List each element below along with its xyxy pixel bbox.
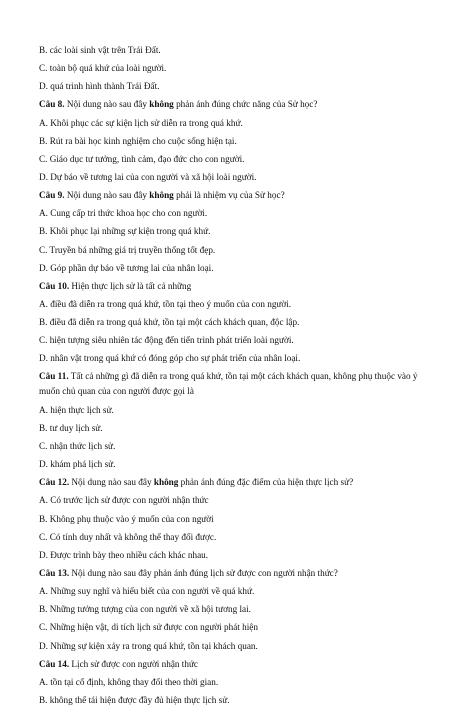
question-number: Câu 10. [39,280,70,291]
answer-option: B. các loài sinh vật trên Trái Đất. [39,45,161,55]
answer-option: C. nhận thức lịch sử. [39,441,116,451]
answer-option: A. điều đã diễn ra trong quá khứ, tồn tại theo ý muốn của con người. [39,298,292,309]
question-line [39,277,419,295]
question-text: phản ánh đúng đặc điểm của hiện thực lịch sử? [178,477,354,488]
question-keyword: không [149,190,174,201]
question-line [39,655,419,673]
question-text: phản ánh đúng chức năng của Sử học? [173,99,318,110]
answer-option: B. Rút ra bài học kinh nghiệm cho cuộc sống hiện tại. [39,135,237,146]
answer-option: A. Những suy nghĩ và hiểu biết của con người về quá khứ. [39,586,255,597]
question-number: Câu 11. [39,371,69,382]
question-text: Nội dung nào sau đây [69,477,154,488]
question-text: Nội dung nào sau đây [64,99,150,110]
question-text: Nội dung nào sau đây phản ánh đúng lịch sử được con người nhận thức? [69,567,338,578]
question-text: Tất cả những gì đã diễn ra trong quá khứ, tồn tại một cách khách quan, không phụ thuộc vào ý muốn chủ quan của con người được gọi là [39,371,418,397]
question-number: Câu 13. [39,567,70,578]
answer-option: D. nhân vật trong quá khứ có đóng góp cho sự phát triển của nhân loại. [39,353,301,364]
answer-option: C. Có tính duy nhất và không thể thay đổi được. [39,531,217,542]
question-keyword: không [149,99,174,110]
question-text: phải là nhiệm vụ của Sử học? [173,190,285,201]
answer-option: B. Những tưởng tượng của con người về xã hội tương lai. [39,604,251,615]
answer-option: C. Giáo dục tư tưởng, tình cảm, đạo đức cho con người. [39,153,245,164]
answer-option: A. Khôi phục các sự kiện lịch sử diễn ra trong quá khứ. [39,117,243,128]
question-line [39,95,419,113]
answer-option: D. Những sự kiện xảy ra trong quá khứ, tồn tại khách quan. [39,640,258,651]
question-text: Lịch sử được con người nhận thức [69,658,199,669]
question-number: Câu 12. [39,477,70,488]
answer-option: D. Được trình bày theo nhiều cách khác nhau. [39,549,209,560]
question-text: Hiện thực lịch sử là tất cả những [69,280,192,291]
quiz-content [39,41,419,709]
answer-option: A. Cung cấp tri thức khoa học cho con người. [39,208,208,219]
answer-option: B. tư duy lịch sử. [39,422,103,433]
question-text: Nội dung nào sau đây [64,190,150,201]
answer-option: B. không thể tái hiện được đầy đủ hiện thực lịch sử. [39,694,230,705]
question-number: Câu 14. [39,658,70,669]
answer-option: B. điều đã diễn ra trong quá khứ, tồn tại một cách khách quan, độc lập. [39,317,300,328]
answer-option: C. Những hiện vật, di tích lịch sử được con người phát hiện [39,622,258,633]
answer-option: D. quá trình hình thành Trái Đất. [39,81,160,92]
answer-option: C. toàn bộ quá khứ của loài người. [39,63,167,74]
answer-option: A. tồn tại cố định, không thay đổi theo thời gian. [39,676,219,687]
answer-option: D. Góp phần dự báo về tương lai của nhân loại. [39,262,214,273]
answer-option: D. khám phá lịch sử. [39,459,116,470]
question-number: Câu 8. [39,99,65,110]
answer-option: D. Dự báo về tương lai của con người và xã hội loài người. [39,171,257,182]
answer-option: A. hiện thực lịch sử. [39,404,114,415]
question-line [39,564,419,582]
answer-option: B. Khôi phục lại những sự kiện trong quá khứ. [39,226,211,237]
question-line [39,368,419,401]
question-line [39,473,419,491]
question-keyword: không [153,477,179,488]
question-number: Câu 9. [39,190,65,201]
question-line [39,186,419,204]
answer-option: C. hiện tượng siêu nhiên tác động đến tiến trình phát triển loài người. [39,335,294,346]
answer-option: C. Truyền bá những giá trị truyền thống tốt đẹp. [39,244,216,255]
answer-option: B. Không phụ thuộc vào ý muốn của con người [39,513,214,524]
answer-option: A. Có trước lịch sử được con người nhận thức [39,495,209,506]
